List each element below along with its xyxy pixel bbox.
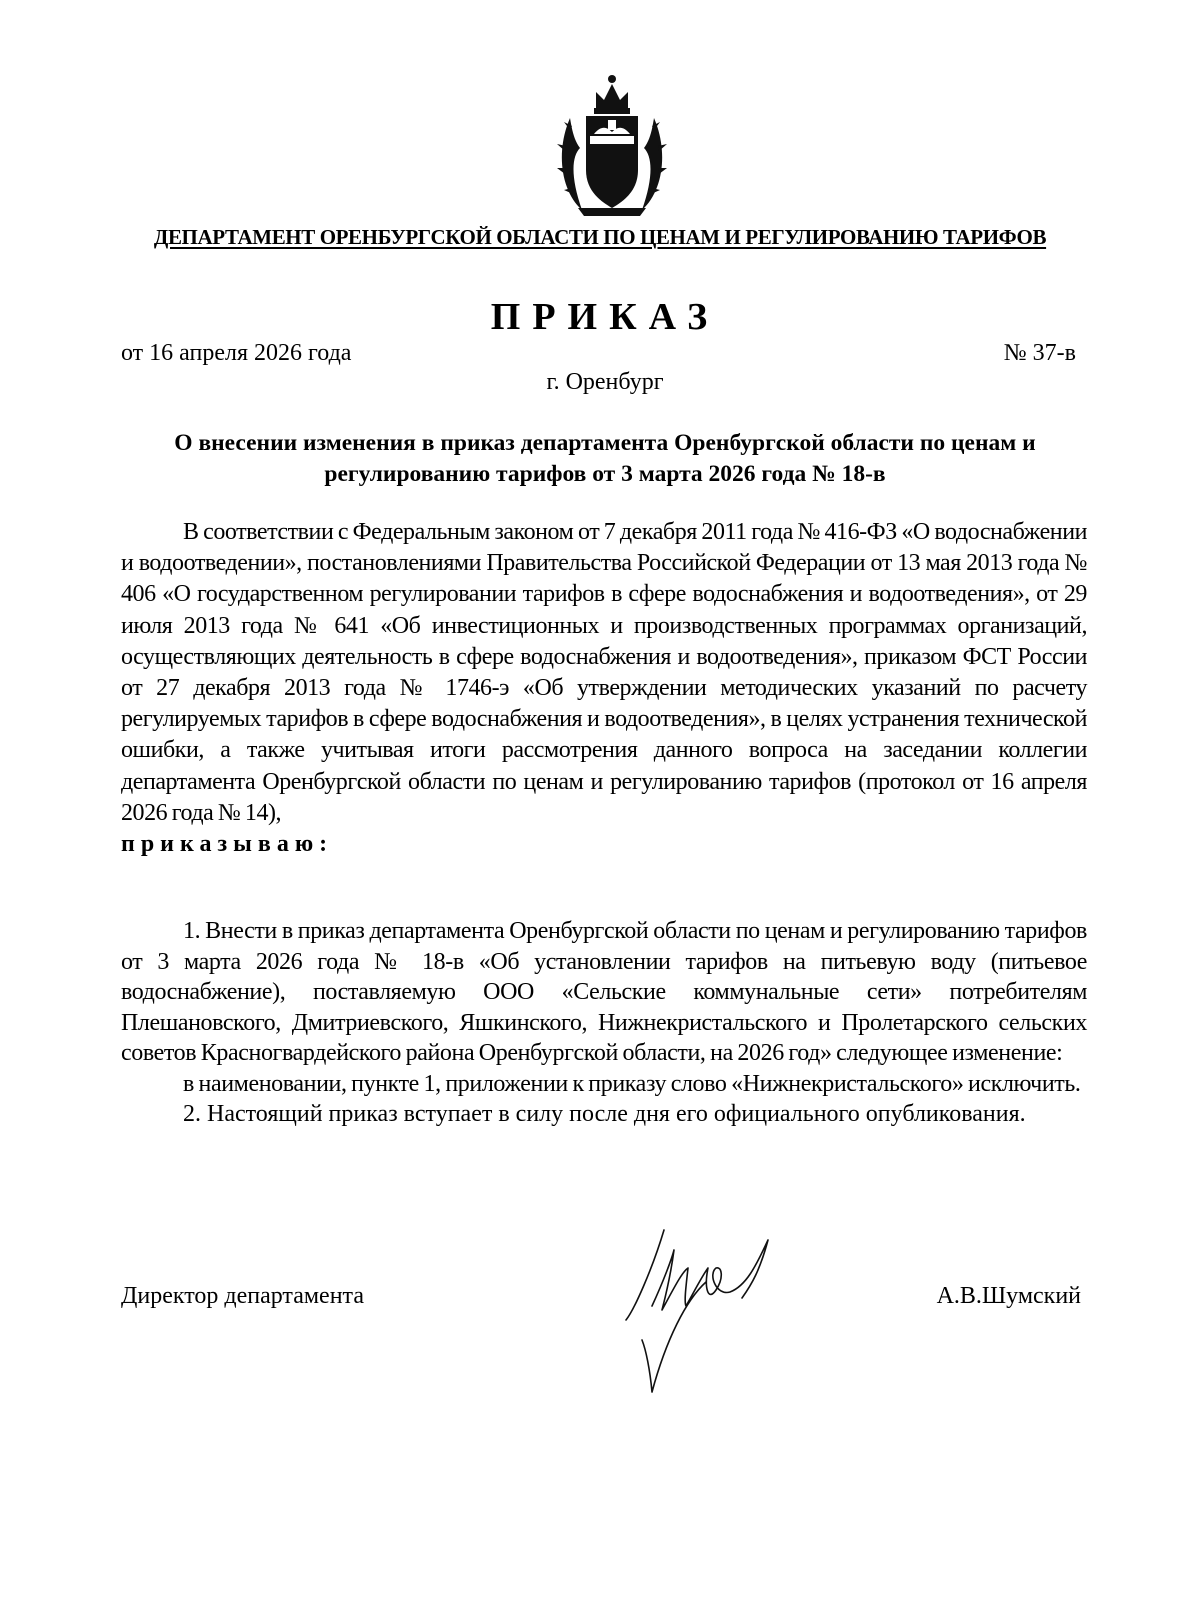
signer-name: А.В.Шумский	[936, 1283, 1081, 1309]
preamble-paragraph: В соответствии с Федеральным законом от 7 декабря 2011 года № 416-ФЗ «О водоснабжении и водоотведении», постановлениями Правительства Российской Федерации от 13 мая 2013 года № 406 «О государственном регулировании тарифов в сфере водоснабжения и водоотведения», от 29 июля 2013 года № 641 «Об инвестиционных и производственных программах организаций, осуществляющих деятельность в сфере водоснабжения и водоотведения», приказом ФСТ России от 27 декабря 2013 года № 1746-э «Об утверждении методических указаний по расчету регулируемых тарифов в сфере водоснабжения и водоотведения», в целях устранения технической ошибки, а также учитывая итоги рассмотрения данного вопроса на заседании коллегии департамента Оренбургской области по ценам и регулированию тарифов (протокол от 16 апреля 2026 года № 14),	[121, 519, 1087, 826]
handwritten-signature-icon	[612, 1210, 802, 1410]
oblast-coat-of-arms-icon	[552, 70, 672, 218]
signer-position: Директор департамента	[121, 1283, 364, 1309]
document-type-title: ПРИКАЗ	[490, 296, 720, 338]
decree-word: приказываю:	[121, 831, 334, 858]
document-preamble-section	[121, 517, 1087, 860]
department-title: ДЕПАРТАМЕНТ ОРЕНБУРГСКОЙ ОБЛАСТИ ПО ЦЕНАМ И РЕГУЛИРОВАНИЮ ТАРИФОВ	[153, 225, 1047, 249]
order-item-1-detail: в наименовании, пункте 1, приложении к приказу слово «Нижнекристальского» исключить.	[183, 1070, 1081, 1097]
order-items-section	[121, 916, 1087, 1130]
document-date: от 16 апреля 2026 года	[121, 340, 352, 366]
document-subject: О внесении изменения в приказ департамента Оренбургской области по ценам и регулированию тарифов от 3 марта 2026 года № 18-в	[174, 430, 1036, 487]
order-item-1: 1. Внести в приказ департамента Оренбургской области по ценам и регулированию тарифов от 3 марта 2026 года № 18-в «Об установлении тарифов на питьевую воду (питьевое водоснабжение), поставляемую ООО «Сельские коммунальные сети» потребителям Плешановского, Дмитриевского, Яшкинского, Нижнекристальского и Пролетарского сельских советов Красногвардейского района Оренбургской области, на 2026 год» следующее изменение:	[121, 918, 1087, 1066]
document-number: № 37-в	[1003, 340, 1076, 366]
document-city: г. Оренбург	[546, 369, 664, 395]
order-item-2: 2. Настоящий приказ вступает в силу после дня его официального опубликования.	[183, 1101, 1026, 1127]
